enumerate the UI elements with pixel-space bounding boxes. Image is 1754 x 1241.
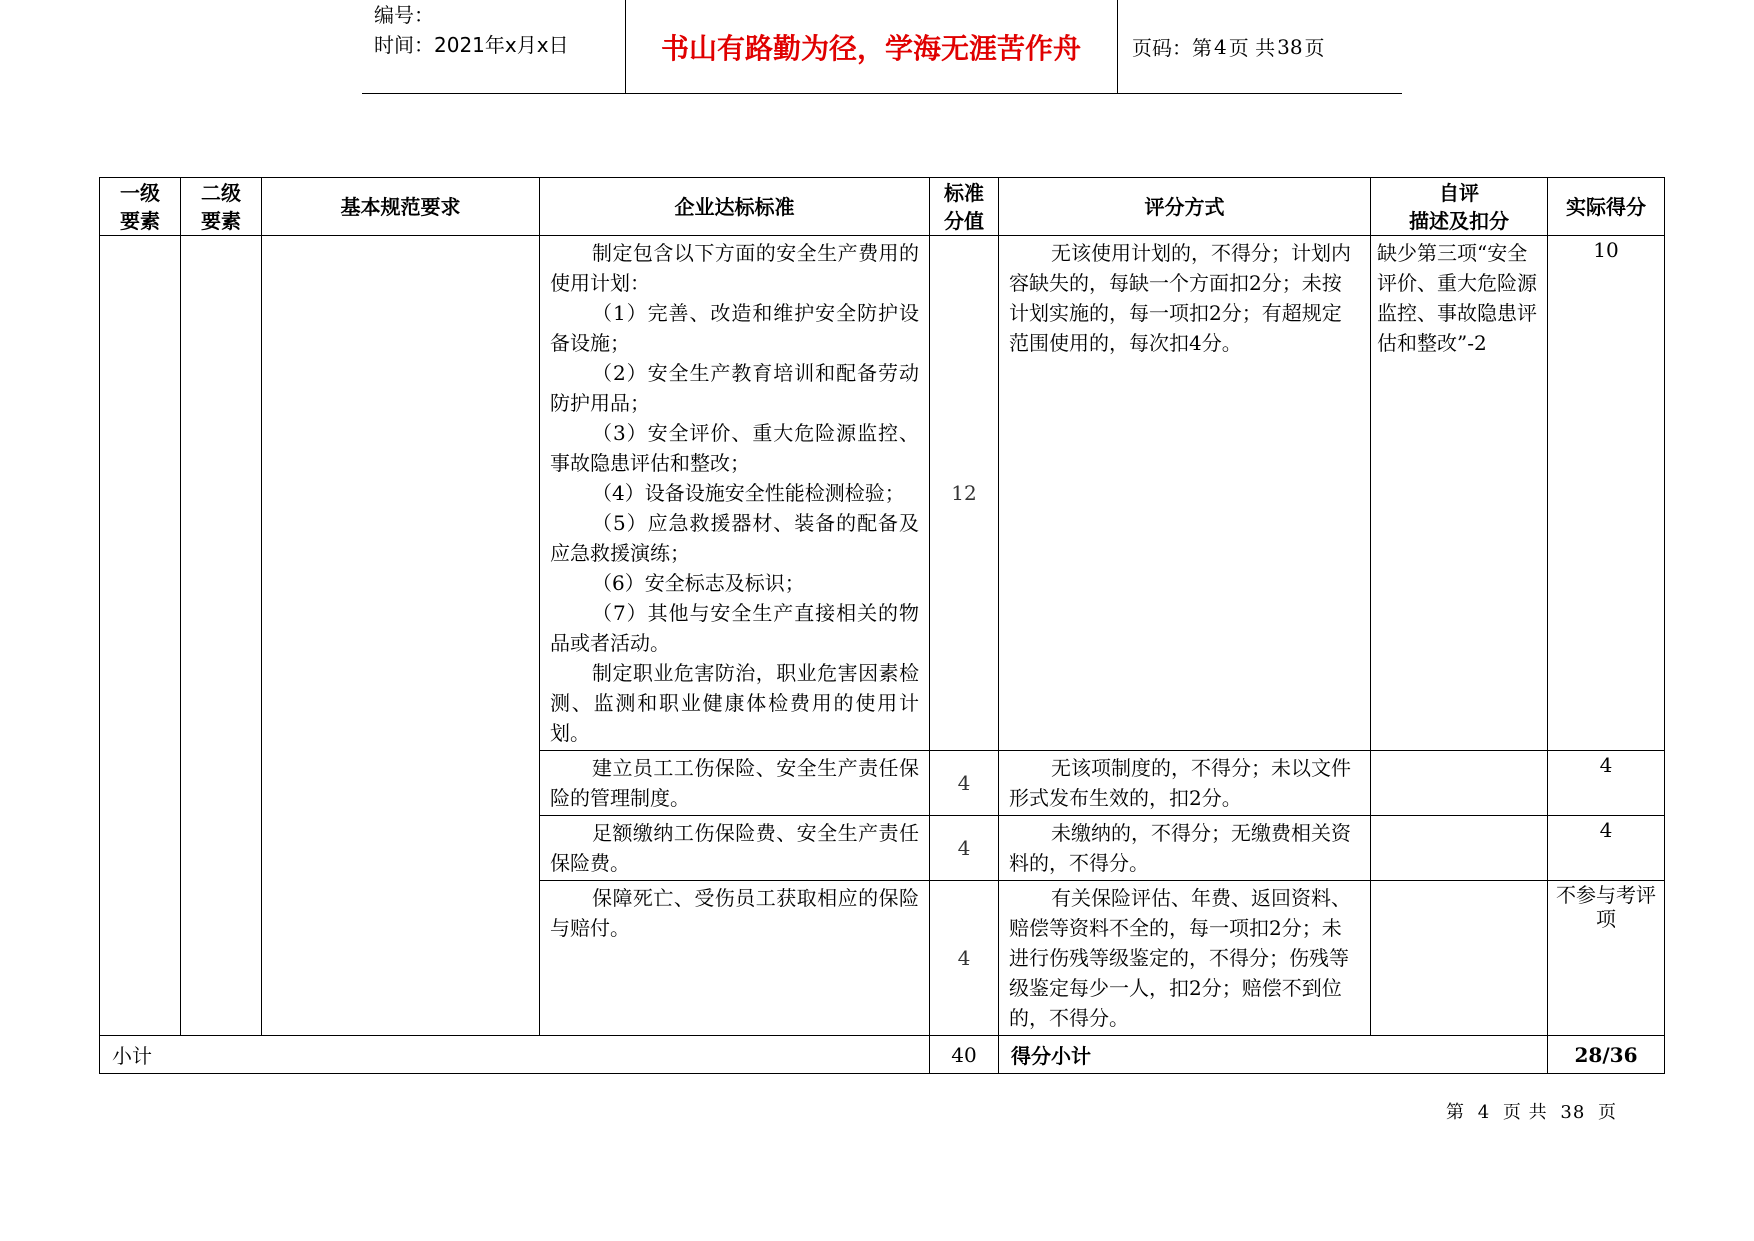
value-cell: 4 xyxy=(930,881,999,1036)
self-eval-cell xyxy=(1371,881,1548,1036)
level2-cell xyxy=(181,236,262,1036)
value-cell: 12 xyxy=(930,236,999,751)
actual-score-cell: 10 xyxy=(1548,236,1665,751)
value-cell: 4 xyxy=(930,751,999,816)
method-cell: 无该项制度的，不得分；未以文件形式发布生效的，扣2分。 xyxy=(999,751,1371,816)
page-mid: 页 共 xyxy=(1228,36,1276,60)
col-self-header: 自评 描述及扣分 xyxy=(1371,178,1548,236)
standard-cell: 足额缴纳工伤保险费、安全生产责任保险费。 xyxy=(540,816,930,881)
col-standard-header: 企业达标标准 xyxy=(540,178,930,236)
header-meta xyxy=(362,0,626,93)
page-current: 4 xyxy=(1214,34,1227,59)
self-eval-cell xyxy=(1371,751,1548,816)
col-level1-header: 一级 要素 xyxy=(100,178,181,236)
time-label: 时间：2021年x月x日 xyxy=(374,33,569,57)
table-header-row xyxy=(100,178,1665,236)
footer-current: 4 xyxy=(1477,1102,1491,1123)
value-cell: 4 xyxy=(930,816,999,881)
col-basic-header: 基本规范要求 xyxy=(262,178,540,236)
method-cell: 有关保险评估、年费、返回资料、赔偿等资料不全的，每一项扣2分；未进行伤残等级鉴定的，不得分；伤残等级鉴定每少一人，扣2分；赔偿不到位的，不得分。 xyxy=(999,881,1371,1036)
level1-cell xyxy=(100,236,181,1036)
page-suffix: 页 xyxy=(1304,36,1325,60)
page-header xyxy=(362,0,1402,94)
col-level2-header: 二级 要素 xyxy=(181,178,262,236)
footer-prefix: 第 xyxy=(1446,1102,1465,1123)
standard-cell: 建立员工工伤保险、安全生产责任保险的管理制度。 xyxy=(540,751,930,816)
header-page-info xyxy=(1118,0,1402,93)
page-prefix: 页码：第 xyxy=(1132,36,1212,60)
actual-score-cell: 4 xyxy=(1548,751,1665,816)
footer-total: 38 xyxy=(1560,1102,1586,1123)
header-motto: 书山有路勤为径，学海无涯苦作舟 xyxy=(625,0,1118,93)
actual-score-cell: 4 xyxy=(1548,816,1665,881)
actual-score-cell: 不参与考评项 xyxy=(1548,881,1665,1036)
self-eval-cell xyxy=(1371,816,1548,881)
standard-cell: 制定包含以下方面的安全生产费用的使用计划： （1）完善、改造和维护安全防护设备设施； （2）安全生产教育培训和配备劳动防护用品； （3）安全评价、重大危险源监控、事故隐患评估和整改； （4）设备设施安全性能检测检验； （5）应急救援器材、装备的配备及应急救援演练； （6）安全标志及标识； （7）其他与安全生产直接相关的物品或者活动。 制定职业危害防治，职业危害因素检测、监测和职业健康体检费用的使用计划。 xyxy=(540,236,930,751)
subtotal-row xyxy=(100,1036,1665,1074)
evaluation-table xyxy=(99,177,1665,1074)
page-footer xyxy=(1446,1098,1623,1124)
col-actual-header: 实际得分 xyxy=(1548,178,1665,236)
self-eval-cell: 缺少第三项“安全评价、重大危险源监控、事故隐患评估和整改”-2 xyxy=(1371,236,1548,751)
table-row xyxy=(100,236,1665,751)
serial-label: 编号： xyxy=(374,3,434,27)
footer-mid: 页 共 xyxy=(1502,1102,1548,1123)
col-method-header: 评分方式 xyxy=(999,178,1371,236)
score-subtotal-value: 28/36 xyxy=(1548,1036,1665,1074)
page-total: 38 xyxy=(1277,34,1303,59)
basic-cell xyxy=(262,236,540,1036)
method-cell: 未缴纳的，不得分；无缴费相关资料的，不得分。 xyxy=(999,816,1371,881)
col-value-header: 标准 分值 xyxy=(930,178,999,236)
footer-suffix: 页 xyxy=(1598,1102,1618,1123)
score-subtotal-label: 得分小计 xyxy=(999,1036,1548,1074)
method-cell: 无该使用计划的，不得分；计划内容缺失的，每缺一个方面扣2分；未按计划实施的，每一项扣2分；有超规定范围使用的，每次扣4分。 xyxy=(999,236,1371,751)
standard-cell: 保障死亡、受伤员工获取相应的保险与赔付。 xyxy=(540,881,930,1036)
subtotal-label: 小计 xyxy=(100,1036,930,1074)
subtotal-value: 40 xyxy=(930,1036,999,1074)
